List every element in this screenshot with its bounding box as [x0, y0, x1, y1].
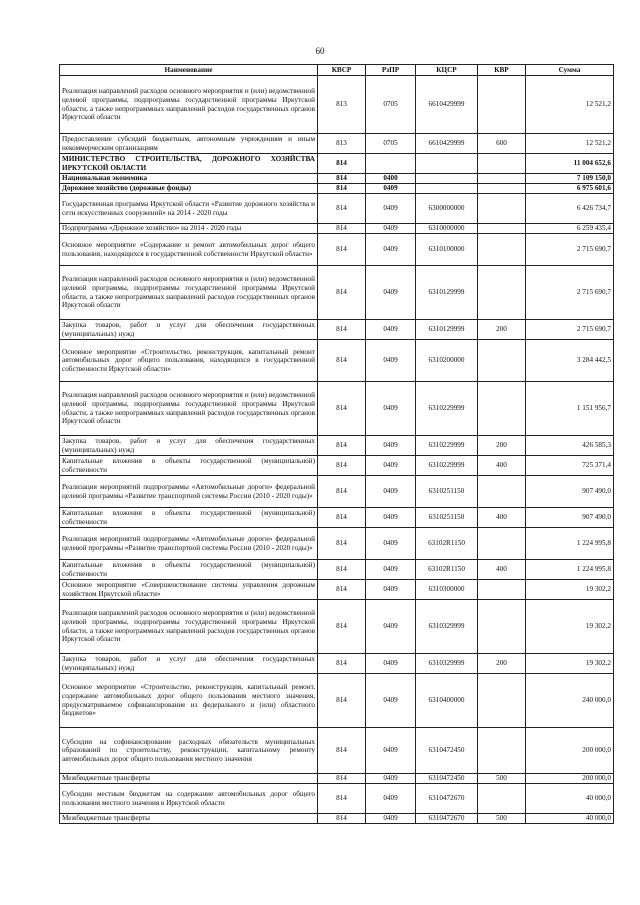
table-cell-kvsr: 814 — [318, 234, 366, 266]
table-cell-sum: 2 715 690,7 — [526, 320, 614, 340]
table-cell-rzpr: 0409 — [366, 784, 416, 814]
table-cell-kvr: 500 — [478, 774, 526, 784]
table-cell-kcsr: 6310229999 — [416, 456, 478, 476]
table-cell-kvsr: 814 — [318, 320, 366, 340]
table-cell-kvsr: 814 — [318, 266, 366, 320]
table-cell-sum: 19 302,2 — [526, 600, 614, 654]
table-cell-rzpr: 0409 — [366, 600, 416, 654]
table-cell-kvr: 500 — [478, 814, 526, 824]
table-cell-kvsr: 814 — [318, 774, 366, 784]
table-cell-kcsr — [416, 184, 478, 194]
table-cell-kvsr: 814 — [318, 174, 366, 184]
table-cell-kvsr: 814 — [318, 340, 366, 382]
table-cell-kvr: 200 — [478, 320, 526, 340]
table-cell-kcsr: 6310229999 — [416, 436, 478, 456]
table-row — [60, 508, 614, 528]
table-cell-sum: 3 284 442,5 — [526, 340, 614, 382]
table-cell-kcsr: 6310129999 — [416, 320, 478, 340]
table-cell-kvsr: 814 — [318, 674, 366, 728]
table-cell-kcsr: 6310000000 — [416, 224, 478, 234]
table-cell-sum: 6 259 435,4 — [526, 224, 614, 234]
table-cell-kvsr: 814 — [318, 456, 366, 476]
table-cell-rzpr: 0409 — [366, 234, 416, 266]
table-cell-rzpr: 0409 — [366, 194, 416, 224]
table-cell-kvsr: 813 — [318, 134, 366, 154]
table-cell-sum: 1 224 995,8 — [526, 560, 614, 580]
table-cell-sum: 907 490,0 — [526, 476, 614, 508]
table-cell-name: Национальная экономика — [60, 174, 318, 184]
table-cell-kvr — [478, 600, 526, 654]
table-cell-sum: 6 975 601,6 — [526, 184, 614, 194]
table-cell-name: Основное мероприятие «Строительство, реконструкция, капитальный ремонт автомобильных дорог общего пользования, находящихся в государственной собственности Иркутской области» — [60, 340, 318, 382]
column-header-kcsr: КЦСР — [416, 65, 478, 76]
table-cell-kvr: 600 — [478, 134, 526, 154]
table-cell-rzpr: 0705 — [366, 76, 416, 134]
table-cell-sum: 40 000,0 — [526, 784, 614, 814]
table-cell-kvsr: 814 — [318, 382, 366, 436]
table-cell-name: Капитальные вложения в объекты государственной (муниципальной) собственности — [60, 560, 318, 580]
table-cell-rzpr: 0409 — [366, 508, 416, 528]
table-row — [60, 674, 614, 728]
table-cell-kvsr: 814 — [318, 600, 366, 654]
page-number: 60 — [315, 46, 325, 56]
table-cell-kcsr: 6310400000 — [416, 674, 478, 728]
table-cell-name: Предоставление субсидий бюджетным, автономным учреждениям и иным некоммерческим организациям — [60, 134, 318, 154]
table-cell-kvr — [478, 154, 526, 174]
table-cell-sum: 426 585,3 — [526, 436, 614, 456]
table-cell-rzpr: 0409 — [366, 184, 416, 194]
table-cell-kcsr: 6310100000 — [416, 234, 478, 266]
table-row — [60, 580, 614, 600]
table-cell-rzpr: 0409 — [366, 560, 416, 580]
table-cell-name: Основное мероприятие «Строительство, реконструкция, капитальный ремонт, содержание автомобильных дорог общего пользования местного значения, предусматриваемое софинансирование из федерального и (или) областного бюджетов» — [60, 674, 318, 728]
table-cell-rzpr: 0409 — [366, 456, 416, 476]
table-cell-rzpr: 0409 — [366, 814, 416, 824]
table-cell-kvr: 400 — [478, 456, 526, 476]
table-row — [60, 560, 614, 580]
table-row — [60, 194, 614, 224]
table-cell-kvsr: 814 — [318, 224, 366, 234]
table-cell-name: Субсидии местным бюджетам на содержание автомобильных дорог общего пользования местного значения в Иркутской области — [60, 784, 318, 814]
table-cell-rzpr: 0409 — [366, 382, 416, 436]
table-cell-name: Основное мероприятие «Содержание и ремонт автомобильных дорог общего пользования, находящихся в государственной собственности Иркутской области» — [60, 234, 318, 266]
table-cell-kvsr: 814 — [318, 194, 366, 224]
table-cell-rzpr: 0409 — [366, 774, 416, 784]
column-header-name: Наименование — [60, 65, 318, 76]
table-cell-rzpr: 0409 — [366, 266, 416, 320]
table-cell-kcsr: 6310251150 — [416, 476, 478, 508]
table-cell-name: МИНИСТЕРСТВО СТРОИТЕЛЬСТВА, ДОРОЖНОГО ХОЗЯЙСТВА ИРКУТСКОЙ ОБЛАСТИ — [60, 154, 318, 174]
table-row — [60, 234, 614, 266]
table-cell-rzpr: 0705 — [366, 134, 416, 154]
table-cell-kcsr: 6310200000 — [416, 340, 478, 382]
table-cell-name: Государственная программа Иркутской области «Развитие дорожного хозяйства и сети искусственных сооружений» на 2014 - 2020 годы — [60, 194, 318, 224]
table-cell-name: Межбюджетные трансферты — [60, 814, 318, 824]
table-cell-name: Подпрограмма «Дорожное хозяйство» на 2014 - 2020 годы — [60, 224, 318, 234]
table-cell-kvsr: 814 — [318, 814, 366, 824]
table-cell-kvr: 400 — [478, 508, 526, 528]
table-cell-kvsr: 814 — [318, 508, 366, 528]
table-cell-kvr — [478, 194, 526, 224]
table-cell-kvsr: 814 — [318, 436, 366, 456]
table-cell-kvsr: 814 — [318, 154, 366, 174]
table-cell-sum: 12 521,2 — [526, 134, 614, 154]
table-cell-kvsr: 814 — [318, 560, 366, 580]
table-cell-name: Капитальные вложения в объекты государственной (муниципальной) собственности — [60, 508, 318, 528]
table-row — [60, 76, 614, 134]
table-cell-kvr: 200 — [478, 654, 526, 674]
table-row — [60, 320, 614, 340]
table-cell-name: Реализация направлений расходов основного мероприятия и (или) ведомственной целевой программы, подпрограммы государственной программы Иркутской области, а также непрограммных направлений расходов государственных органов Иркутской области — [60, 76, 318, 134]
column-header-kvr: КВР — [478, 65, 526, 76]
column-header-rzpr: РзПР — [366, 65, 416, 76]
table-cell-name: Основное мероприятие «Совершенствование системы управления дорожным хозяйством Иркутской области» — [60, 580, 318, 600]
table-cell-name: Реализация мероприятий подпрограммы «Автомобильные дороги» федеральной целевой программы «Развитие транспортной системы России (2010 - 2020 годы)» — [60, 528, 318, 560]
table-cell-kvsr: 814 — [318, 528, 366, 560]
table-row — [60, 784, 614, 814]
table-cell-kcsr: 6310129999 — [416, 266, 478, 320]
table-cell-name: Дорожное хозяйство (дорожные фонды) — [60, 184, 318, 194]
table-cell-kvr: 200 — [478, 436, 526, 456]
table-cell-kvsr: 814 — [318, 184, 366, 194]
table-cell-kcsr — [416, 174, 478, 184]
table-cell-sum: 2 715 690,7 — [526, 234, 614, 266]
table-cell-kvr — [478, 476, 526, 508]
table-row — [60, 134, 614, 154]
table-cell-name: Закупка товаров, работ и услуг для обеспечения государственных (муниципальных) нужд — [60, 654, 318, 674]
table-row — [60, 436, 614, 456]
table-cell-kvr — [478, 728, 526, 774]
budget-table — [59, 64, 614, 824]
table-cell-rzpr: 0400 — [366, 174, 416, 184]
table-cell-name: Закупка товаров, работ и услуг для обеспечения государственных (муниципальных) нужд — [60, 320, 318, 340]
table-cell-rzpr: 0409 — [366, 654, 416, 674]
table-cell-sum: 1 224 995,8 — [526, 528, 614, 560]
table-cell-name: Реализация направлений расходов основного мероприятия и (или) ведомственной целевой программы, подпрограммы государственной программы Иркутской области, а также непрограммных направлений расходов государственных органов Иркутской области — [60, 266, 318, 320]
table-cell-kvsr: 814 — [318, 728, 366, 774]
table-cell-name: Межбюджетные трансферты — [60, 774, 318, 784]
table-cell-rzpr: 0409 — [366, 674, 416, 728]
table-cell-kvr — [478, 340, 526, 382]
table-cell-rzpr: 0409 — [366, 436, 416, 456]
table-cell-name: Реализация направлений расходов основного мероприятия и (или) ведомственной целевой программы, подпрограммы государственной программы Иркутской области, а также непрограммных направлений расходов государственных органов Иркутской области — [60, 600, 318, 654]
table-cell-rzpr: 0409 — [366, 728, 416, 774]
table-cell-sum: 12 521,2 — [526, 76, 614, 134]
table-cell-kvr: 400 — [478, 560, 526, 580]
table-row — [60, 476, 614, 508]
table-cell-sum: 725 371,4 — [526, 456, 614, 476]
table-cell-sum: 19 302,2 — [526, 654, 614, 674]
table-cell-kvr — [478, 674, 526, 728]
table-cell-name: Реализация мероприятий подпрограммы «Автомобильные дороги» федеральной целевой программы «Развитие транспортной системы России (2010 - 2020 годы)» — [60, 476, 318, 508]
table-row — [60, 728, 614, 774]
table-cell-kvsr: 814 — [318, 784, 366, 814]
table-row — [60, 382, 614, 436]
table-cell-kvr — [478, 184, 526, 194]
table-body — [60, 76, 614, 824]
table-cell-kvsr: 814 — [318, 580, 366, 600]
table-cell-kcsr: 6310229999 — [416, 382, 478, 436]
table-cell-kvr — [478, 580, 526, 600]
table-cell-name: Капитальные вложения в объекты государственной (муниципальной) собственности — [60, 456, 318, 476]
table-cell-name: Закупка товаров, работ и услуг для обеспечения государственных (муниципальных) нужд — [60, 436, 318, 456]
table-cell-sum: 240 000,0 — [526, 674, 614, 728]
table-cell-sum: 2 715 690,7 — [526, 266, 614, 320]
table-cell-kcsr: 6310329999 — [416, 654, 478, 674]
table-cell-sum: 6 426 734,7 — [526, 194, 614, 224]
table-cell-kvsr: 813 — [318, 76, 366, 134]
table-cell-sum: 19 302,2 — [526, 580, 614, 600]
table-cell-rzpr: 0409 — [366, 320, 416, 340]
table-cell-kcsr: 6310472670 — [416, 814, 478, 824]
column-header-sum: Сумма — [526, 65, 614, 76]
table-cell-kcsr: 6310472670 — [416, 784, 478, 814]
table-cell-sum: 907 490,0 — [526, 508, 614, 528]
table-cell-kvsr: 814 — [318, 654, 366, 674]
table-cell-kcsr: 6610429999 — [416, 134, 478, 154]
table-cell-kvr — [478, 234, 526, 266]
table-cell-kcsr: 6610429999 — [416, 76, 478, 134]
table-row — [60, 224, 614, 234]
table-cell-kcsr: 6310472450 — [416, 774, 478, 784]
table-cell-kcsr: 6310300000 — [416, 580, 478, 600]
table-row — [60, 600, 614, 654]
table-cell-rzpr: 0409 — [366, 224, 416, 234]
table-cell-kvsr: 814 — [318, 476, 366, 508]
table-cell-kvr — [478, 382, 526, 436]
table-cell-sum: 11 004 652,6 — [526, 154, 614, 174]
table-cell-rzpr: 0409 — [366, 340, 416, 382]
table-row — [60, 340, 614, 382]
table-row — [60, 154, 614, 174]
table-cell-sum: 200 000,0 — [526, 728, 614, 774]
table-cell-kcsr: 6300000000 — [416, 194, 478, 224]
table-cell-rzpr — [366, 154, 416, 174]
table-cell-sum: 1 151 956,7 — [526, 382, 614, 436]
table-cell-kcsr: 63102R1150 — [416, 528, 478, 560]
table-row — [60, 814, 614, 824]
table-cell-rzpr: 0409 — [366, 476, 416, 508]
table-cell-kvr — [478, 528, 526, 560]
table-row — [60, 184, 614, 194]
table-cell-kvr — [478, 266, 526, 320]
table-row — [60, 266, 614, 320]
table-header-row — [60, 65, 614, 76]
table-cell-kcsr: 6310329999 — [416, 600, 478, 654]
table-cell-name: Реализация направлений расходов основного мероприятия и (или) ведомственной целевой программы, подпрограммы государственной программы Иркутской области, а также непрограммных направлений расходов государственных органов Иркутской области — [60, 382, 318, 436]
table-cell-kcsr — [416, 154, 478, 174]
table-cell-kvr — [478, 76, 526, 134]
table-cell-sum: 40 000,0 — [526, 814, 614, 824]
table-row — [60, 456, 614, 476]
table-row — [60, 654, 614, 674]
table-cell-rzpr: 0409 — [366, 528, 416, 560]
table-cell-kcsr: 63102R1150 — [416, 560, 478, 580]
table-cell-name: Субсидии на софинансирование расходных обязательств муниципальных образований по строительству, реконструкции, капитальному ремонту автомобильных дорог общего пользования местного значения — [60, 728, 318, 774]
table-row — [60, 528, 614, 560]
table-cell-kvr — [478, 784, 526, 814]
table-cell-kvr — [478, 224, 526, 234]
column-header-kvsr: КВСР — [318, 65, 366, 76]
table-row — [60, 774, 614, 784]
table-cell-kcsr: 6310251150 — [416, 508, 478, 528]
table-cell-rzpr: 0409 — [366, 580, 416, 600]
table-cell-sum: 7 109 150,0 — [526, 174, 614, 184]
table-cell-kcsr: 6310472450 — [416, 728, 478, 774]
table-row — [60, 174, 614, 184]
table-cell-sum: 200 000,0 — [526, 774, 614, 784]
table-cell-kvr — [478, 174, 526, 184]
